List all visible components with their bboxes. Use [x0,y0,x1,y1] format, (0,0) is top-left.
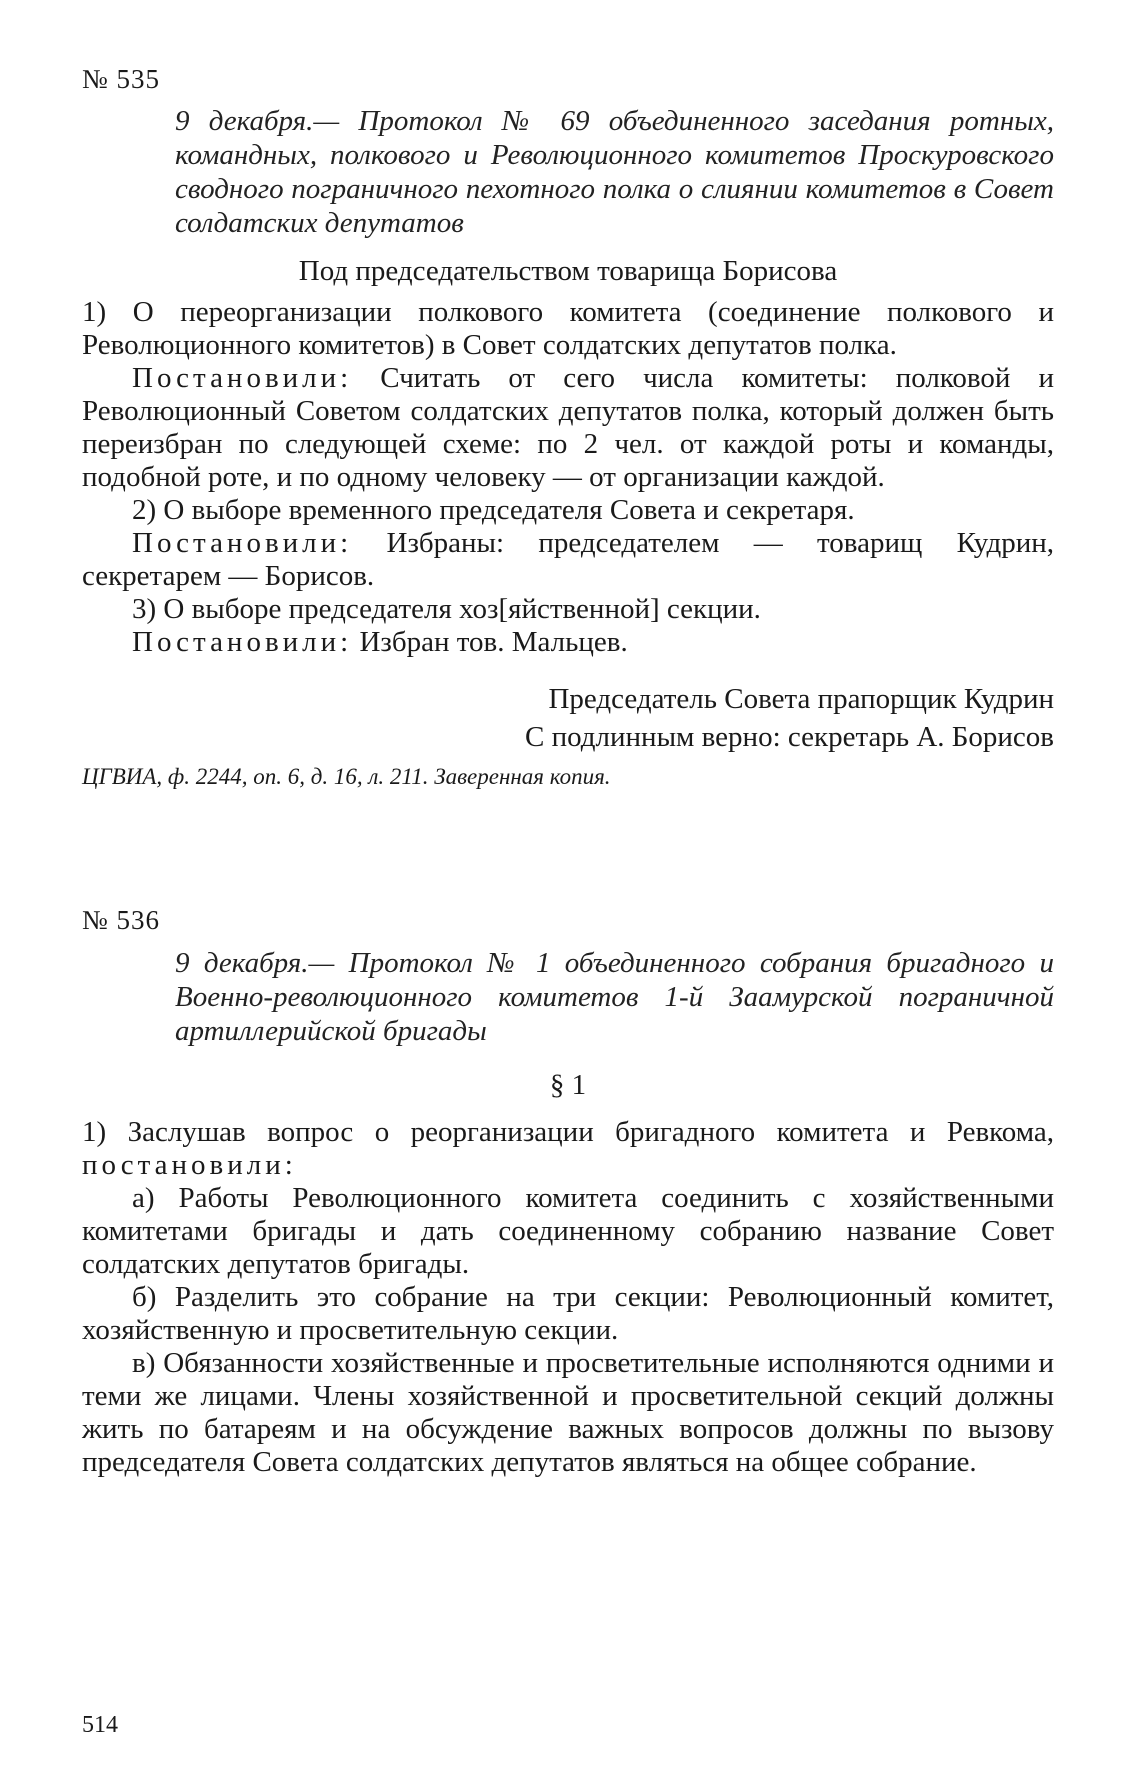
doc-title-536: 9 декабря.— Протокол № 1 объединенного собрания бригадного и Военно-революционного комитетов 1-й Заамурской пограничной артиллерийской бригады [175,947,1054,1047]
resolution-1-text: Считать от сего числа комитеты: полковой и Революционный Советом солдатских депутатов полка, который должен быть переизбран по следующей схеме: по 2 чел. от каждой роты и команды, подобной роте, и по одному человеку — от организации каждой. [82,362,1054,493]
item-3: 3) О выборе председателя хоз[яйственной] секции. [132,593,761,625]
archive-reference: ЦГВИА, ф. 2244, оп. 6, д. 16, л. 211. Заверенная копия. [82,764,611,789]
resolution-2 [82,527,1054,593]
doc-body-536 [82,1116,1054,1479]
resolved-label: Постановили: [132,527,353,559]
signature-secretary: С подлинным верно: секретарь А. Борисов [525,721,1054,753]
paragraph-1-text: 1) Заслушав вопрос о реорганизации бригадного комитета и Ревкома, [82,1116,1054,1148]
resolved-label: Постановили: [132,626,353,658]
paragraph-c: в) Обязанности хозяйственные и просветительные исполняются одними и теми же лицами. Члены хозяйственной и просветительной секций должны жить по батареям и на обсуждение важных вопросов должны по вызову председателя Совета солдатских депутатов являться на общее собрание. [82,1347,1054,1478]
resolved-label: постановили: [82,1149,297,1181]
item-2: 2) О выборе временного председателя Совета и секретаря. [132,494,855,526]
doc-number-535: № 535 [82,64,161,94]
paragraph-b: б) Разделить это собрание на три секции: Революционный комитет, хозяйственную и просветительную секции. [82,1281,1054,1346]
doc-body-535 [82,296,1054,659]
resolved-label: Постановили: [132,362,353,394]
doc-title-535: 9 декабря.— Протокол № 69 объединенного заседания ротных, командных, полкового и Революционного комитетов Проскуровского сводного пограничного пехотного полка о слиянии комитетов в Совет солдатских депутатов [175,105,1054,239]
paragraph-1 [82,1116,1054,1182]
item-1: 1) О переорганизации полкового комитета (соединение полкового и Революционного комитетов) в Совет солдатских депутатов полка. [82,296,1054,361]
page-number: 514 [82,1712,118,1738]
signature-chair: Председатель Совета прапорщик Кудрин [548,683,1054,715]
doc-number-536: № 536 [82,905,161,935]
section-marker: § 1 [549,1069,587,1101]
resolution-1 [82,362,1054,494]
resolution-3-text: Избран тов. Мальцев. [359,626,628,658]
resolution-2-text: Избраны: председателем — товарищ Кудрин, секретарем — Борисов. [82,527,1054,592]
chair-line: Под председательством товарища Борисова [298,255,838,287]
paragraph-a: а) Работы Революционного комитета соединить с хозяйственными комитетами бригады и дать соединенному собранию название Совет солдатских депутатов бригады. [82,1182,1054,1280]
resolution-3 [82,626,1054,659]
